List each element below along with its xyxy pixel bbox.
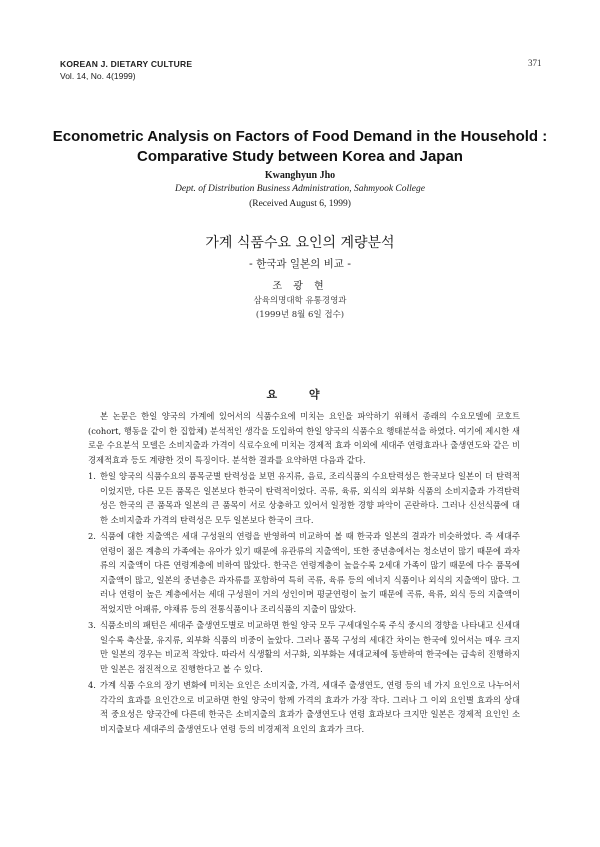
english-title-line1: Econometric Analysis on Factors of Food Demand in the Household : <box>52 128 548 145</box>
journal-volume: Vol. 14, No. 4(1999) <box>60 71 136 81</box>
abstract-item-number: 1. <box>88 471 96 481</box>
abstract-item <box>88 529 520 616</box>
english-title-line2: Comparative Study between Korea and Japan <box>137 148 463 165</box>
abstract-item <box>88 618 520 676</box>
abstract-intro: 본 논문은 한일 양국의 가계에 있어서의 식품수요에 미치는 요인을 파악하기 위해서 종래의 수요모델에 코호트(cohort, 행동을 같이 한 집합체) 분석적인 생각을 도입하여 한일 양국의 식품수요 행태분석을 하였다. 여기에 제시한 새로운 수요분석 모델은 소비지출과 가격이 식료수요에 미치는 경제적 효과 이외에 세대주 연령효과나 출생연도와 같은 비경제적효과 등도 계량한 것이 특징이다. 분석한 결과를 요약하면 다음과 같다. <box>88 411 520 465</box>
journal-header <box>60 58 192 82</box>
abstract-item-number: 2. <box>88 531 96 541</box>
journal-name: KOREAN J. DIETARY CULTURE <box>60 59 193 69</box>
korean-received-date: (1999년 8월 6일 접수) <box>255 310 345 320</box>
page-number: 371 <box>528 58 542 68</box>
korean-author: 조 광 현 <box>272 281 328 292</box>
abstract-item-text: 가계 식품 수요의 장기 변화에 미치는 요인은 소비지출, 가격, 세대주 출생연도, 연령 등의 네 가지 요인으로 나누어서 각각의 효과를 요인간으로 비교하면 한일 양국이 함께 가격의 효과가 가장 작다. 그러나 그 이외 요인별 효과의 상대적 중요성은 양국간에 다른데 한국은 소비지출의 효과가 출생연도나 연령 효과보다 크지만 일본은 경제적 요인인 소비지출보다 세대주의 출생연도나 연령 등의 비경제적 요인의 효과가 크다. <box>100 680 520 734</box>
abstract-item-number: 3. <box>88 620 96 630</box>
abstract-item-text: 식품에 대한 지출액은 세대 구성원의 연령을 반영하여 비교하여 볼 때 한국과 일본의 결과가 비슷하였다. 즉 세대주 연령이 젊은 계층의 가족에는 유아가 있기 때문에 유관류의 지출액이, 또한 중년층에서는 청소년이 많기 때문에 과자류의 지출액이 다른 연령계층에 비하여 많았다. 한국은 연령계층이 높을수록 2세대 가족이 많기 때문에 다수 품목에 지출액이 많고, 일본의 중년층은 과자류를 포함하여 특히 곡류, 육류 등의 에너지 식품이나 외식의 지출액이 많다. 그러나 연령이 높은 계층에서는 세대 구성원이 거의 성인이며 평균연령이 높기 때문에 곡류, 육류, 외식 등의 지출액이 적었지만 어패류, 야채류 등의 전통식품이나 조리식품의 지출이 많았다. <box>100 531 520 614</box>
english-author: Kwanghyun Jho <box>264 170 336 181</box>
abstract-item <box>88 469 520 527</box>
abstract-item-number: 4. <box>88 680 96 690</box>
korean-subtitle: - 한국과 일본의 비교 - <box>248 258 352 270</box>
abstract-item-text: 식품소비의 패턴은 세대주 출생연도별로 비교하면 한일 양국 모두 구세대일수록 주식 중시의 경향을 나타내고 신세대일수록 축산물, 유지류, 외부화 식품의 비중이 높았다. 그러나 품목 구성의 세대간 차이는 한국에 있어서는 매우 크지만 일본의 경우는 비교적 작았다. 따라서 식생활의 서구화, 외부화는 세대교체에 동반하여 한국에는 급속히 진행하지만 일본은 점진적으로 진행한다고 볼 수 있다. <box>100 620 520 674</box>
abstract-heading: 요 약 <box>266 388 334 401</box>
english-received-date: (Received August 6, 1999) <box>249 199 351 209</box>
abstract-body <box>88 409 520 736</box>
korean-affiliation: 삼육의명대학 유통경영과 <box>253 296 347 306</box>
english-affiliation: Dept. of Distribution Business Administration, Sahmyook College <box>175 184 425 194</box>
abstract-item-text: 한일 양국의 식품수요의 품목군별 탄력성을 보면 유지류, 음료, 조리식품의 수요탄력성은 한국보다 일본이 더 탄력적이었지만, 다른 모든 품목은 일본보다 한국이 탄력적이었다. 곡류, 육류, 외식의 외부화 식품의 소비지출과 가격탄력성은 한국의 큰 품목과 일본의 큰 품목이 서로 상충하고 있어서 일정한 경향 파악이 곤란하다. 그러나 신선식품에 대한 소비지출과 가격의 탄력성은 모두 일본보다 한국이 크다. <box>100 471 520 525</box>
abstract-item <box>88 678 520 736</box>
korean-title: 가계 식품수요 요인의 계량분석 <box>205 235 395 251</box>
english-title <box>40 127 560 167</box>
